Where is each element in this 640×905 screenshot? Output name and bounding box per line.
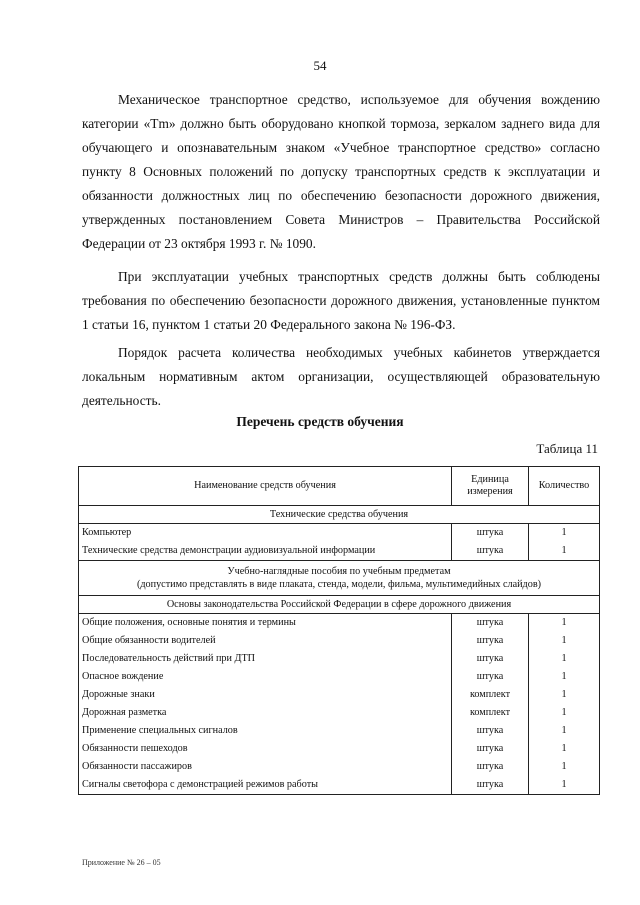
header-quantity: Количество bbox=[529, 467, 600, 506]
section-row-visual-aids bbox=[79, 561, 600, 596]
row-name: Дорожная разметка bbox=[79, 704, 452, 722]
table-row bbox=[79, 614, 600, 633]
row-name: Дорожные знаки bbox=[79, 686, 452, 704]
row-name: Последовательность действий при ДТП bbox=[79, 650, 452, 668]
row-qty: 1 bbox=[529, 722, 600, 740]
footer-note: Приложение № 26 – 05 bbox=[82, 858, 161, 867]
table-row bbox=[79, 650, 600, 668]
row-unit: штука bbox=[452, 614, 529, 633]
row-unit: штука bbox=[452, 542, 529, 561]
section-title-line-2: (допустимо представлять в виде плаката, стенда, модели, фильма, мультимедийных слайдов) bbox=[136, 579, 542, 590]
table-row bbox=[79, 758, 600, 776]
row-qty: 1 bbox=[529, 668, 600, 686]
row-unit: штука bbox=[452, 650, 529, 668]
table-row bbox=[79, 776, 600, 795]
row-qty: 1 bbox=[529, 686, 600, 704]
row-qty: 1 bbox=[529, 632, 600, 650]
row-unit: штука bbox=[452, 722, 529, 740]
training-means-table bbox=[78, 466, 600, 795]
row-name: Общие обязанности водителей bbox=[79, 632, 452, 650]
row-unit: штука bbox=[452, 740, 529, 758]
row-name: Сигналы светофора с демонстрацией режимов работы bbox=[79, 776, 452, 795]
row-qty: 1 bbox=[529, 650, 600, 668]
table-label: Таблица 11 bbox=[536, 441, 598, 456]
row-name: Применение специальных сигналов bbox=[79, 722, 452, 740]
section-row-technical bbox=[79, 506, 600, 524]
paragraph-1 bbox=[82, 88, 600, 256]
row-name: Обязанности пассажиров bbox=[79, 758, 452, 776]
row-unit: штука bbox=[452, 668, 529, 686]
table-row bbox=[79, 668, 600, 686]
table-row bbox=[79, 632, 600, 650]
paragraph-3-text: Порядок расчета количества необходимых учебных кабинетов утверждается локальным нормативным актом организации, осуществляющей образовательную деятельность. bbox=[82, 345, 600, 408]
table-header-row bbox=[79, 467, 600, 506]
row-unit: штука bbox=[452, 632, 529, 650]
row-name: Технические средства демонстрации аудиовизуальной информации bbox=[79, 542, 452, 561]
paragraph-1-text: Механическое транспортное средство, используемое для обучения вождению категории «Tm» должно быть оборудовано кнопкой тормоза, зеркалом заднего вида для обучающего и опознавательным знаком «Учебное транспортное средство» согласно пункту 8 Основных положений по допуску транспортных средств к эксплуатации и обязанности должностных лиц по обеспечению безопасности дорожного движения, утвержденных постановлением Совета Министров – Правительства Российской Федерации от 23 октября 1993 г. № 1090. bbox=[82, 92, 600, 251]
table-row bbox=[79, 524, 600, 543]
table-row bbox=[79, 686, 600, 704]
row-unit: штука bbox=[452, 776, 529, 795]
row-qty: 1 bbox=[529, 542, 600, 561]
header-name: Наименование средств обучения bbox=[79, 467, 452, 506]
row-qty: 1 bbox=[529, 740, 600, 758]
paragraph-2-text: При эксплуатации учебных транспортных средств должны быть соблюдены требования по обеспечению безопасности дорожного движения, установленные пунктом 1 статьи 16, пунктом 1 статьи 20 Федерального закона № 196-ФЗ. bbox=[82, 269, 600, 332]
row-name: Обязанности пешеходов bbox=[79, 740, 452, 758]
row-qty: 1 bbox=[529, 704, 600, 722]
table-row bbox=[79, 542, 600, 561]
row-name: Общие положения, основные понятия и термины bbox=[79, 614, 452, 633]
row-unit: штука bbox=[452, 758, 529, 776]
section-row-legislation bbox=[79, 596, 600, 614]
row-qty: 1 bbox=[529, 524, 600, 543]
row-unit: штука bbox=[452, 524, 529, 543]
section-title-line-1: Учебно-наглядные пособия по учебным предметам bbox=[227, 566, 451, 577]
paragraph-2 bbox=[82, 265, 600, 337]
paragraph-3 bbox=[82, 341, 600, 413]
section-title: Технические средства обучения bbox=[79, 506, 600, 524]
section-title: Основы законодательства Российской Федерации в сфере дорожного движения bbox=[79, 596, 600, 614]
row-qty: 1 bbox=[529, 758, 600, 776]
row-unit: комплект bbox=[452, 704, 529, 722]
row-qty: 1 bbox=[529, 614, 600, 633]
table-row bbox=[79, 722, 600, 740]
row-unit: комплект bbox=[452, 686, 529, 704]
table-row bbox=[79, 740, 600, 758]
page-number: 54 bbox=[313, 58, 327, 73]
row-name: Опасное вождение bbox=[79, 668, 452, 686]
row-name: Компьютер bbox=[79, 524, 452, 543]
table-title: Перечень средств обучения bbox=[236, 414, 404, 429]
table-row bbox=[79, 704, 600, 722]
row-qty: 1 bbox=[529, 776, 600, 795]
header-unit: Единица измерения bbox=[452, 467, 529, 506]
section-title bbox=[79, 561, 600, 596]
